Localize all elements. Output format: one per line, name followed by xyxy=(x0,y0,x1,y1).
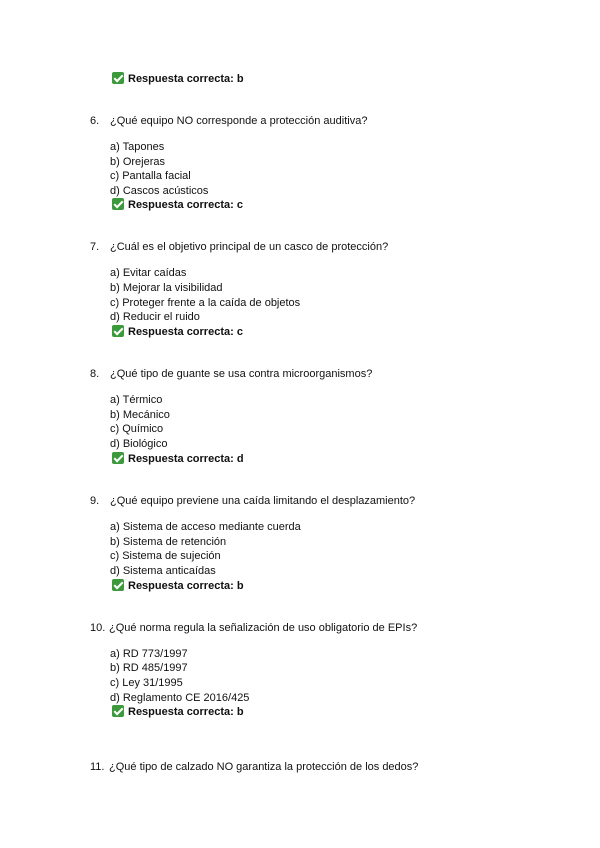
question-7 xyxy=(90,240,388,254)
option: c) Sistema de sujeción xyxy=(110,550,221,562)
option: a) Térmico xyxy=(110,394,163,406)
option: b) Sistema de retención xyxy=(110,536,227,548)
answer-line xyxy=(112,705,244,719)
question-8 xyxy=(90,367,372,381)
option: a) Sistema de acceso mediante cuerda xyxy=(110,521,301,533)
option: b) Mecánico xyxy=(110,409,170,421)
question-text: ¿Cuál es el objetivo principal de un casco de protección? xyxy=(110,241,389,253)
check-mark-icon xyxy=(112,72,124,84)
question-11 xyxy=(90,760,418,774)
option: a) RD 773/1997 xyxy=(110,648,188,660)
question-text: ¿Qué tipo de calzado NO garantiza la protección de los dedos? xyxy=(109,761,419,773)
answer-text: Respuesta correcta: c xyxy=(128,199,243,211)
option: d) Reducir el ruido xyxy=(110,311,200,323)
question-text: ¿Qué equipo NO corresponde a protección auditiva? xyxy=(110,115,368,127)
question-text: ¿Qué equipo previene una caída limitando el desplazamiento? xyxy=(110,495,416,507)
question-number: 7. xyxy=(90,241,100,253)
answer-line xyxy=(112,198,243,212)
option: c) Pantalla facial xyxy=(110,170,191,182)
answer-line xyxy=(112,325,243,339)
question-text: ¿Qué tipo de guante se usa contra microorganismos? xyxy=(110,368,373,380)
option: c) Proteger frente a la caída de objetos xyxy=(110,297,301,309)
option: b) Orejeras xyxy=(110,156,166,168)
option: b) Mejorar la visibilidad xyxy=(110,282,223,294)
check-mark-icon xyxy=(112,198,124,210)
answer-text: Respuesta correcta: b xyxy=(128,706,244,718)
option: d) Reglamento CE 2016/425 xyxy=(110,692,250,704)
option: c) Químico xyxy=(110,423,164,435)
question-6 xyxy=(90,114,367,128)
answer-text: Respuesta correcta: d xyxy=(128,453,244,465)
question-number: 10. xyxy=(90,622,106,634)
question-number: 11. xyxy=(90,761,105,773)
question-9 xyxy=(90,494,415,508)
option: a) Tapones xyxy=(110,141,165,153)
answer-text: Respuesta correcta: b xyxy=(128,580,244,592)
answer-line xyxy=(112,579,244,593)
answer-text: Respuesta correcta: c xyxy=(128,326,243,338)
check-mark-icon xyxy=(112,579,124,591)
question-10 xyxy=(90,621,417,635)
question-number: 8. xyxy=(90,368,100,380)
question-number: 9. xyxy=(90,495,100,507)
answer-line xyxy=(112,452,244,466)
option: c) Ley 31/1995 xyxy=(110,677,183,689)
option: d) Sistema anticaídas xyxy=(110,565,216,577)
question-text: ¿Qué norma regula la señalización de uso obligatorio de EPIs? xyxy=(109,622,418,634)
option: d) Cascos acústicos xyxy=(110,185,209,197)
option: a) Evitar caídas xyxy=(110,267,187,279)
check-mark-icon xyxy=(112,452,124,464)
option: b) RD 485/1997 xyxy=(110,662,188,674)
check-mark-icon xyxy=(112,705,124,717)
answer-text: Respuesta correcta: b xyxy=(128,73,244,85)
option: d) Biológico xyxy=(110,438,168,450)
check-mark-icon xyxy=(112,325,124,337)
question-number: 6. xyxy=(90,115,100,127)
answer-line xyxy=(112,72,244,86)
